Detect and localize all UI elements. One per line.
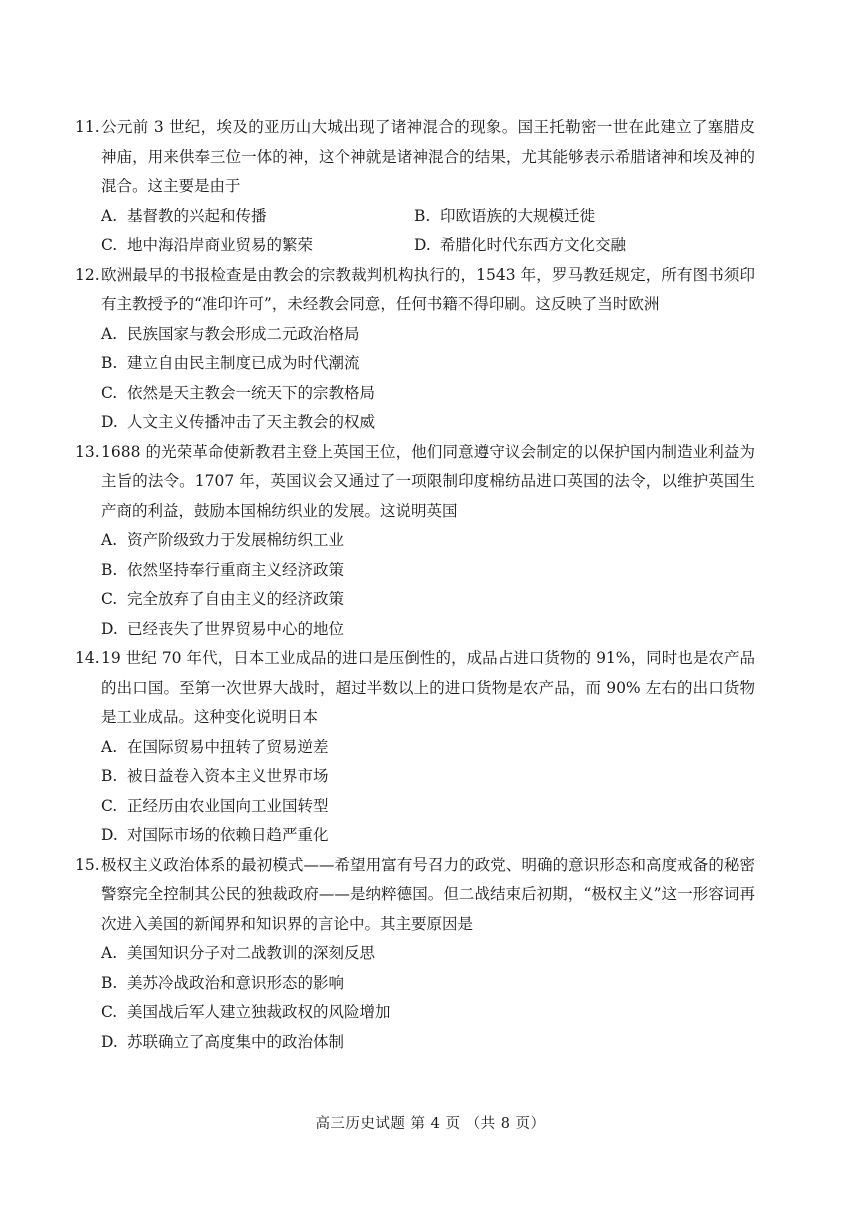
question-12: [75, 261, 755, 438]
option-text: 印欧语族的大规模迁徙: [440, 206, 596, 225]
option-letter: A.: [101, 944, 118, 962]
option-a: [101, 320, 755, 350]
option-d: [101, 408, 755, 438]
question-11: [75, 113, 755, 261]
option-text: 美国知识分子对二战教训的深刻反思: [127, 944, 376, 962]
option-c: [101, 585, 755, 615]
question-15: [75, 851, 755, 1058]
question-stem: [75, 113, 755, 202]
option-d: [101, 615, 755, 645]
option-d: [101, 1028, 755, 1058]
option-letter: D.: [101, 619, 118, 638]
option-text: 地中海沿岸商业贸易的繁荣: [127, 236, 314, 254]
option-c: [101, 998, 755, 1028]
option-text: 在国际贸易中扭转了贸易逆差: [127, 737, 329, 756]
option-text: 已经丧失了世界贸易中心的地位: [127, 619, 345, 638]
option-b: [101, 762, 755, 792]
question-stem: [75, 644, 755, 733]
question-text: 19 世纪 70 年代，日本工业成品的进口是压倒性的，成品占进口货物的 91%，同时也是农产品的出口国。至第一次世界大战时，超过半数以上的进口货物是农产品，而 90% 左右的出口货物是工业成品。这种变化说明日本: [101, 649, 755, 726]
option-text: 苏联确立了高度集中的政治体制: [127, 1032, 345, 1051]
option-letter: D.: [101, 1032, 118, 1051]
question-number: 13.: [75, 442, 100, 461]
option-a: [101, 202, 414, 232]
question-text: 1688 的光荣革命使新教君主登上英国王位，他们同意遵守议会制定的以保护国内制造业利益为主旨的法令。1707 年，英国议会又通过了一项限制印度棉纺品进口英国的法令，以维护英国生产商的利益，鼓励本国棉纺织业的发展。这说明英国: [101, 442, 755, 520]
option-letter: A.: [101, 324, 118, 343]
question-number: 11.: [75, 118, 100, 136]
option-list: [75, 320, 755, 438]
option-c: [101, 231, 414, 261]
option-text: 被日益卷入资本主义世界市场: [127, 767, 329, 785]
option-letter: B.: [101, 560, 118, 579]
option-b: [101, 556, 755, 586]
option-text: 希腊化时代东西方文化交融: [440, 236, 627, 254]
question-text: 公元前 3 世纪，埃及的亚历山大城出现了诸神混合的现象。国王托勒密一世在此建立了塞腊皮神庙，用来供奉三位一体的神，这个神就是诸神混合的结果，尤其能够表示希腊诸神和埃及神的混合。这主要是由于: [101, 118, 755, 195]
option-text: 建立自由民主制度已成为时代潮流: [127, 354, 360, 372]
option-b: [101, 969, 755, 999]
option-b: [101, 349, 755, 379]
option-letter: D.: [101, 826, 118, 844]
option-list: [75, 939, 755, 1057]
option-letter: C.: [101, 236, 118, 254]
option-text: 基督教的兴起和传播: [127, 206, 267, 225]
option-letter: B.: [101, 767, 118, 785]
option-text: 对国际市场的依赖日趋严重化: [127, 826, 329, 844]
option-list: [75, 733, 755, 851]
option-text: 美国战后军人建立独裁政权的风险增加: [127, 1003, 391, 1021]
option-letter: D.: [414, 236, 431, 254]
option-letter: C.: [101, 383, 118, 402]
question-stem: [75, 851, 755, 940]
question-number: 14.: [75, 649, 100, 667]
option-text: 完全放弃了自由主义的经济政策: [127, 590, 345, 608]
option-letter: C.: [101, 796, 118, 815]
option-letter: C.: [101, 590, 118, 608]
option-text: 依然坚持奉行重商主义经济政策: [127, 560, 345, 579]
page-footer: 高三历史试题 第 4 页 （共 8 页）: [315, 1116, 546, 1132]
option-text: 民族国家与教会形成二元政治格局: [127, 324, 360, 343]
option-a: [101, 939, 755, 969]
option-text: 正经历由农业国向工业国转型: [127, 796, 329, 815]
question-list: [75, 113, 755, 1057]
option-letter: A.: [101, 206, 118, 225]
option-text: 美苏冷战政治和意识形态的影响: [127, 973, 345, 992]
option-letter: D.: [101, 413, 118, 431]
option-letter: B.: [101, 354, 118, 372]
option-letter: A.: [101, 531, 118, 549]
option-letter: A.: [101, 737, 118, 756]
option-list: [75, 526, 755, 644]
option-text: 资产阶级致力于发展棉纺织工业: [127, 531, 345, 549]
option-list: [75, 202, 755, 261]
question-number: 12.: [75, 265, 100, 284]
option-letter: C.: [101, 1003, 118, 1021]
option-text: 依然是天主教会一统天下的宗教格局: [127, 383, 376, 402]
question-13: [75, 438, 755, 645]
question-text: 极权主义政治体系的最初模式——希望用富有号召力的政党、明确的意识形态和高度戒备的秘密警察完全控制其公民的独裁政府——是纳粹德国。但二战结束后初期，“极权主义”这一形容词再次进入美国的新闻界和知识界的言论中。其主要原因是: [101, 855, 755, 933]
option-a: [101, 733, 755, 763]
option-letter: B.: [414, 206, 431, 225]
question-14: [75, 644, 755, 851]
option-d: [414, 231, 755, 261]
question-number: 15.: [75, 855, 100, 874]
option-text: 人文主义传播冲击了天主教会的权威: [127, 413, 376, 431]
option-b: [414, 202, 755, 232]
option-c: [101, 792, 755, 822]
question-text: 欧洲最早的书报检查是由教会的宗教裁判机构执行的，1543 年，罗马教廷规定，所有图书须印有主教授予的“准印许可”，未经教会同意，任何书籍不得印刷。这反映了当时欧洲: [101, 265, 755, 313]
question-stem: [75, 261, 755, 320]
option-a: [101, 526, 755, 556]
option-letter: B.: [101, 973, 118, 992]
option-c: [101, 379, 755, 409]
question-stem: [75, 438, 755, 527]
option-d: [101, 821, 755, 851]
